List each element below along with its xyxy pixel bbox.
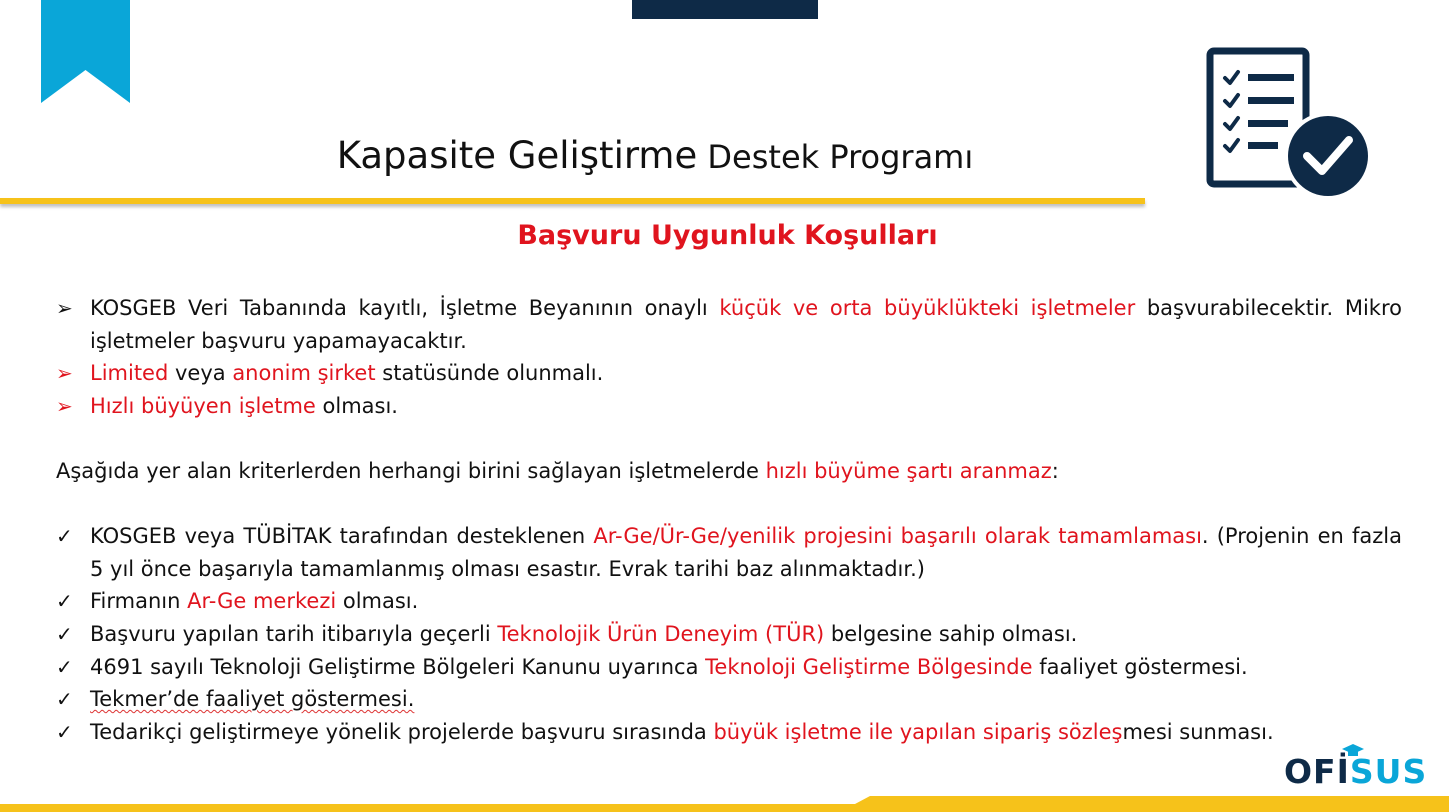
- body-text: KOSGEB veya TÜBİTAK tarafından desteklenen: [90, 524, 594, 549]
- body-text: olması.: [336, 589, 419, 614]
- ofisus-logo: [1284, 748, 1428, 792]
- body-text: olması.: [315, 393, 398, 418]
- body-text: . (Projenin en fazla 5 yıl önce başarıyla tamamlanmış olması esastır. Evrak tarihi baz alınmaktadır.): [90, 524, 1402, 581]
- bottom-accent-bar: [0, 796, 1449, 812]
- criteria-item: [56, 618, 1402, 651]
- highlight-text: Ar-Ge merkezi: [187, 589, 337, 614]
- highlight-text: Teknoloji Geliştirme Bölgesinde: [705, 654, 1033, 679]
- title-underline: [0, 198, 1145, 204]
- body-text: mesi sunması.: [1122, 719, 1274, 744]
- highlight-text: Ar-Ge/Ür-Ge/yenilik projesini başarılı olarak tamamlaması: [593, 524, 1202, 549]
- check-bullet-icon: ✓: [56, 719, 73, 744]
- body-text: :: [1051, 458, 1059, 483]
- criteria-list: [56, 520, 1402, 748]
- criteria-intro: [56, 455, 1402, 488]
- body-text: statüsünde olunmalı.: [375, 361, 604, 386]
- eligibility-item: [56, 292, 1402, 357]
- criteria-item: [56, 683, 1402, 716]
- check-bullet-icon: ✓: [56, 654, 73, 679]
- title-main: Kapasite Geliştirme: [336, 134, 698, 177]
- title-rest: Destek Programı: [697, 138, 974, 176]
- body-text: Tekmer’de faaliyet göstermesi.: [90, 687, 415, 712]
- body-text: 4691 sayılı Teknoloji Geliştirme Bölgeleri Kanunu uyarınca: [90, 654, 706, 679]
- section-subtitle: Başvuru Uygunluk Koşulları: [517, 220, 938, 251]
- arrow-bullet-icon: ➢: [56, 361, 73, 386]
- body-text: belgesine sahip olması.: [824, 621, 1078, 646]
- highlight-text: büyük işletme ile yapılan sipariş sözleş: [713, 719, 1123, 744]
- logo-text-s1: S: [1349, 752, 1375, 791]
- body-text: veya: [168, 361, 233, 386]
- body-text: KOSGEB Veri Tabanında kayıtlı, İşletme Beyanının onaylı: [90, 296, 720, 320]
- arrow-bullet-icon: ➢: [56, 296, 73, 320]
- bookmark-ribbon-icon: [41, 0, 130, 103]
- highlight-text: hızlı büyüme şartı aranmaz: [765, 458, 1052, 483]
- arrow-bullet-icon: ➢: [56, 393, 73, 418]
- highlight-text: Limited: [90, 361, 169, 386]
- page-title: [0, 134, 1310, 177]
- check-bullet-icon: ✓: [56, 621, 73, 646]
- body-text: faaliyet göstermesi.: [1032, 654, 1248, 679]
- logo-text-of: OF: [1284, 752, 1337, 791]
- highlight-text: küçük ve orta büyüklükteki işletmeler: [719, 296, 1136, 320]
- logo-text-s2: S: [1402, 752, 1428, 791]
- body-text: başvurabilecektir. Mikro işletmeler başvuru yapamayacaktır.: [90, 296, 1402, 353]
- checklist-check-icon: [1205, 46, 1373, 204]
- criteria-item: [56, 520, 1402, 585]
- eligibility-item: [56, 390, 1402, 423]
- content-body: [56, 292, 1402, 748]
- check-bullet-icon: ✓: [56, 524, 73, 549]
- criteria-item: [56, 651, 1402, 684]
- eligibility-list: [56, 292, 1402, 422]
- criteria-item: [56, 585, 1402, 618]
- highlight-text: Hızlı büyüyen işletme: [90, 393, 316, 418]
- body-text: Tedarikçi geliştirmeye yönelik projelerde başvuru sırasında: [90, 719, 714, 744]
- logo-text-i: İ: [1336, 752, 1350, 791]
- eligibility-item: [56, 357, 1402, 390]
- logo-text-u: U: [1374, 752, 1403, 791]
- criteria-item: [56, 716, 1402, 749]
- body-text: Başvuru yapılan tarih itibarıyla geçerli: [90, 621, 498, 646]
- body-text: Aşağıda yer alan kriterlerden herhangi birini sağlayan işletmelerde: [56, 458, 766, 483]
- highlight-text: anonim şirket: [232, 361, 376, 386]
- body-text: Firmanın: [90, 589, 188, 614]
- check-bullet-icon: ✓: [56, 687, 73, 712]
- check-bullet-icon: ✓: [56, 589, 73, 614]
- highlight-text: Teknolojik Ürün Deneyim (TÜR): [497, 621, 825, 646]
- top-accent-bar: [632, 0, 818, 19]
